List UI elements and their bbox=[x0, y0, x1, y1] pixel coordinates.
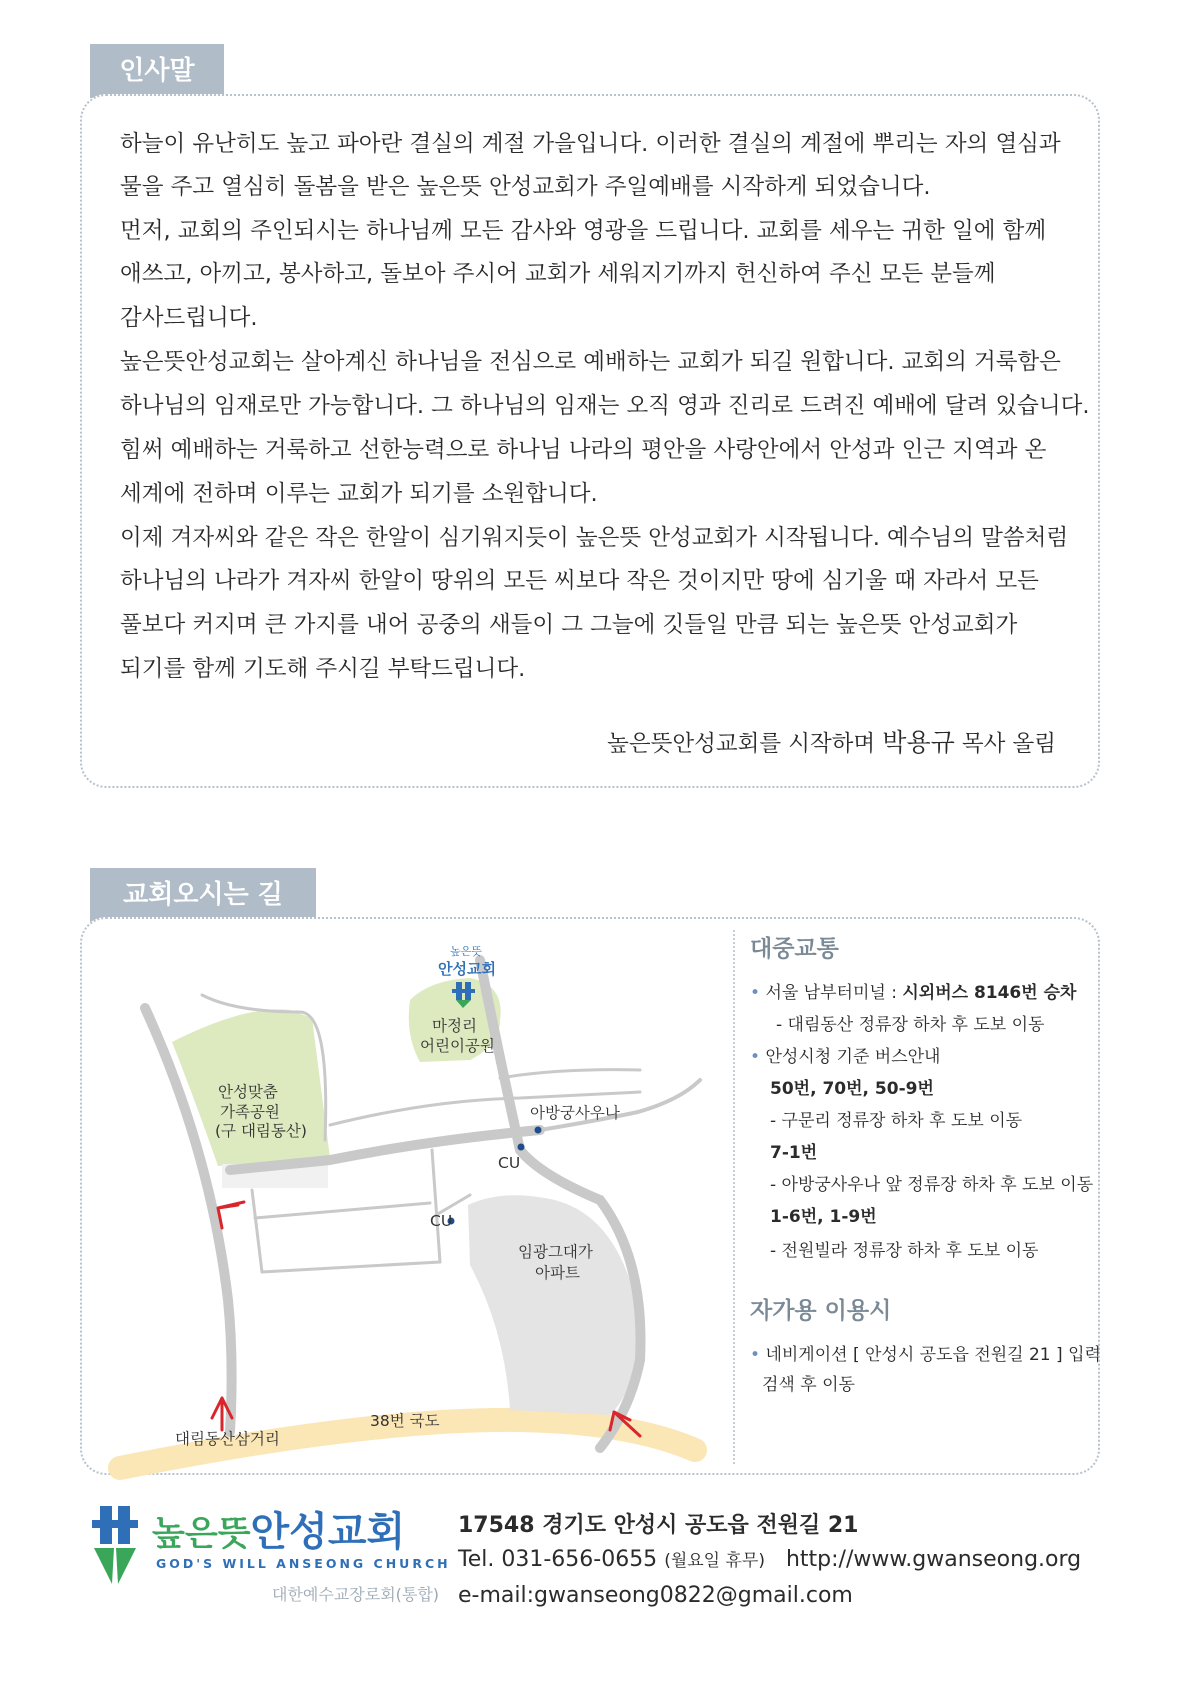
car-line-1 bbox=[750, 1340, 1101, 1365]
bus-group-3-desc: - 전원빌라 정류장 하차 후 도보 이동 bbox=[770, 1241, 1039, 1261]
greeting-line: 힘써 예배하는 거룩하고 선한능력으로 하나님 나라의 평안을 사랑안에서 안성과 인근 지역과 온 bbox=[120, 437, 1047, 463]
cu1-dot bbox=[518, 1144, 525, 1151]
greeting-line: 높은뜻안성교회는 살아계신 하나님을 전심으로 예배하는 교회가 되길 원합니다. 교회의 거룩함은 bbox=[120, 349, 1061, 375]
footer-contact bbox=[458, 1546, 1081, 1572]
bus-group-3: 1-6번, 1-9번 bbox=[770, 1207, 877, 1227]
footer-logo bbox=[90, 1500, 450, 1620]
transit-line-1 bbox=[750, 978, 1076, 1003]
logo-english: GOD'S WILL ANSEONG CHURCH bbox=[156, 1556, 451, 1571]
bus-group-1-desc: - 구문리 정류장 하차 후 도보 이동 bbox=[770, 1111, 1023, 1131]
transit-line-3-text: 안성시청 기준 버스안내 bbox=[765, 1047, 941, 1067]
greeting-line: 애쓰고, 아끼고, 봉사하고, 돌보아 주시어 교회가 세워지기까지 헌신하여 주신 모든 분들께 bbox=[120, 261, 996, 287]
church-logo-icon bbox=[90, 1506, 142, 1586]
signature-prefix: 높은뜻안성교회를 시작하며 bbox=[607, 731, 883, 757]
greeting-line: 세계에 전하며 이루는 교회가 되기를 소원합니다. bbox=[120, 481, 598, 507]
church-logo-line1: 높은뜻 bbox=[450, 945, 482, 958]
transit-heading: 대중교통 bbox=[750, 936, 839, 962]
logo-text bbox=[152, 1500, 405, 1557]
greeting-line: 감사드립니다. bbox=[120, 305, 258, 331]
route-label: 38번 국도 bbox=[370, 1412, 440, 1430]
majeongri-label-1: 마정리 bbox=[432, 1017, 477, 1035]
bullet-icon: • bbox=[750, 1047, 761, 1067]
bus-group-2-desc: - 아방궁사우나 앞 정류장 하차 후 도보 이동 bbox=[770, 1175, 1094, 1195]
car-line-2: 검색 후 이동 bbox=[762, 1375, 855, 1395]
greeting-line: 물을 주고 열심히 돌봄을 받은 높은뜻 안성교회가 주일예배를 시작하게 되었습니다. bbox=[120, 174, 931, 200]
signature-suffix: 목사 올림 bbox=[954, 731, 1056, 757]
greeting-line: 풀보다 커지며 큰 가지를 내어 공중의 새들이 그 그늘에 깃들일 만큼 되는 높은뜻 안성교회가 bbox=[120, 612, 1018, 638]
bus-group-1: 50번, 70번, 50-9번 bbox=[770, 1079, 934, 1099]
intersection-label: 대림동산삼거리 bbox=[175, 1430, 280, 1448]
greeting-line: 이제 겨자씨와 같은 작은 한알이 심기워지듯이 높은뜻 안성교회가 시작됩니다. 예수님의 말씀처럼 bbox=[120, 525, 1069, 551]
footer-email[interactable]: e-mail:gwanseong0822@gmail.com bbox=[458, 1583, 853, 1608]
footer-tel-note: (월요일 휴무) bbox=[664, 1551, 765, 1571]
greeting-line: 하나님의 나라가 겨자씨 한알이 땅위의 모든 씨보다 작은 것이지만 땅에 심기울 때 자라서 모든 bbox=[120, 568, 1039, 594]
family-park-label-2: 가족공원 bbox=[220, 1103, 280, 1121]
transit-line-3 bbox=[750, 1042, 940, 1067]
road-north-top bbox=[500, 1070, 640, 1078]
greeting-tab: 인사말 bbox=[90, 44, 224, 98]
family-park-label-1: 안성맞춤 bbox=[218, 1083, 278, 1101]
road-inner-3 bbox=[262, 1262, 440, 1272]
arrow-left-entry bbox=[218, 1202, 244, 1228]
car-heading: 자가용 이용시 bbox=[750, 1298, 892, 1324]
denomination: 대한예수교장로회(통합) bbox=[272, 1585, 440, 1604]
greeting-line: 먼저, 교회의 주인되시는 하나님께 모든 감사와 영광을 드립니다. 교회를 세우는 귀한 일에 함께 bbox=[120, 218, 1047, 244]
road-inner-1 bbox=[252, 1190, 262, 1272]
church-logo-line2: 안성교회 bbox=[438, 960, 496, 978]
cu2-label: CU bbox=[430, 1212, 453, 1230]
logo-part1: 높은뜻 bbox=[152, 1514, 251, 1554]
transit-line-1-bold: 시외버스 8146번 승차 bbox=[902, 983, 1077, 1003]
sauna-dot bbox=[535, 1127, 542, 1134]
car-line-1-text: 네비게이션 [ 안성시 공도읍 전원길 21 ] 입력 bbox=[765, 1345, 1101, 1365]
footer-address: 17548 경기도 안성시 공도읍 전원길 21 bbox=[458, 1513, 859, 1538]
directions-tab: 교회오시는 길 bbox=[90, 868, 316, 922]
bullet-icon: • bbox=[750, 983, 761, 1003]
family-park-label-3: (구 대림동산) bbox=[215, 1122, 307, 1140]
road-inner-4 bbox=[432, 1150, 440, 1262]
greeting-line: 되기를 함께 기도해 주시길 부탁드립니다. bbox=[120, 656, 526, 682]
signature-name: 박용규 bbox=[882, 728, 955, 757]
cu1-label: CU bbox=[498, 1154, 521, 1172]
bus-group-2: 7-1번 bbox=[770, 1143, 818, 1163]
transit-line-2: - 대림동산 정류장 하차 후 도보 이동 bbox=[776, 1015, 1045, 1035]
apartment-label-1: 임광그대가 bbox=[518, 1243, 593, 1261]
greeting-line: 하늘이 유난히도 높고 파아란 결실의 계절 가을입니다. 이러한 결실의 계절에 뿌리는 자의 열심과 bbox=[120, 131, 1061, 157]
footer-url[interactable]: http://www.gwanseong.org bbox=[785, 1547, 1082, 1572]
road-inner-2 bbox=[255, 1203, 430, 1218]
greeting-line: 하나님의 임재로만 가능합니다. 그 하나님의 임재는 오직 영과 진리로 드려진 예배에 달려 있습니다. bbox=[120, 393, 1090, 419]
transit-line-1-prefix: 서울 남부터미널 : bbox=[765, 983, 903, 1003]
footer-tel: Tel. 031-656-0655 bbox=[458, 1547, 658, 1572]
majeongri-label-2: 어린이공원 bbox=[420, 1037, 495, 1055]
apartment-label-2: 아파트 bbox=[535, 1264, 580, 1282]
bullet-icon: • bbox=[750, 1345, 761, 1365]
sauna-label: 아방궁사우나 bbox=[530, 1104, 620, 1122]
logo-part2: 안성교회 bbox=[250, 1509, 406, 1555]
